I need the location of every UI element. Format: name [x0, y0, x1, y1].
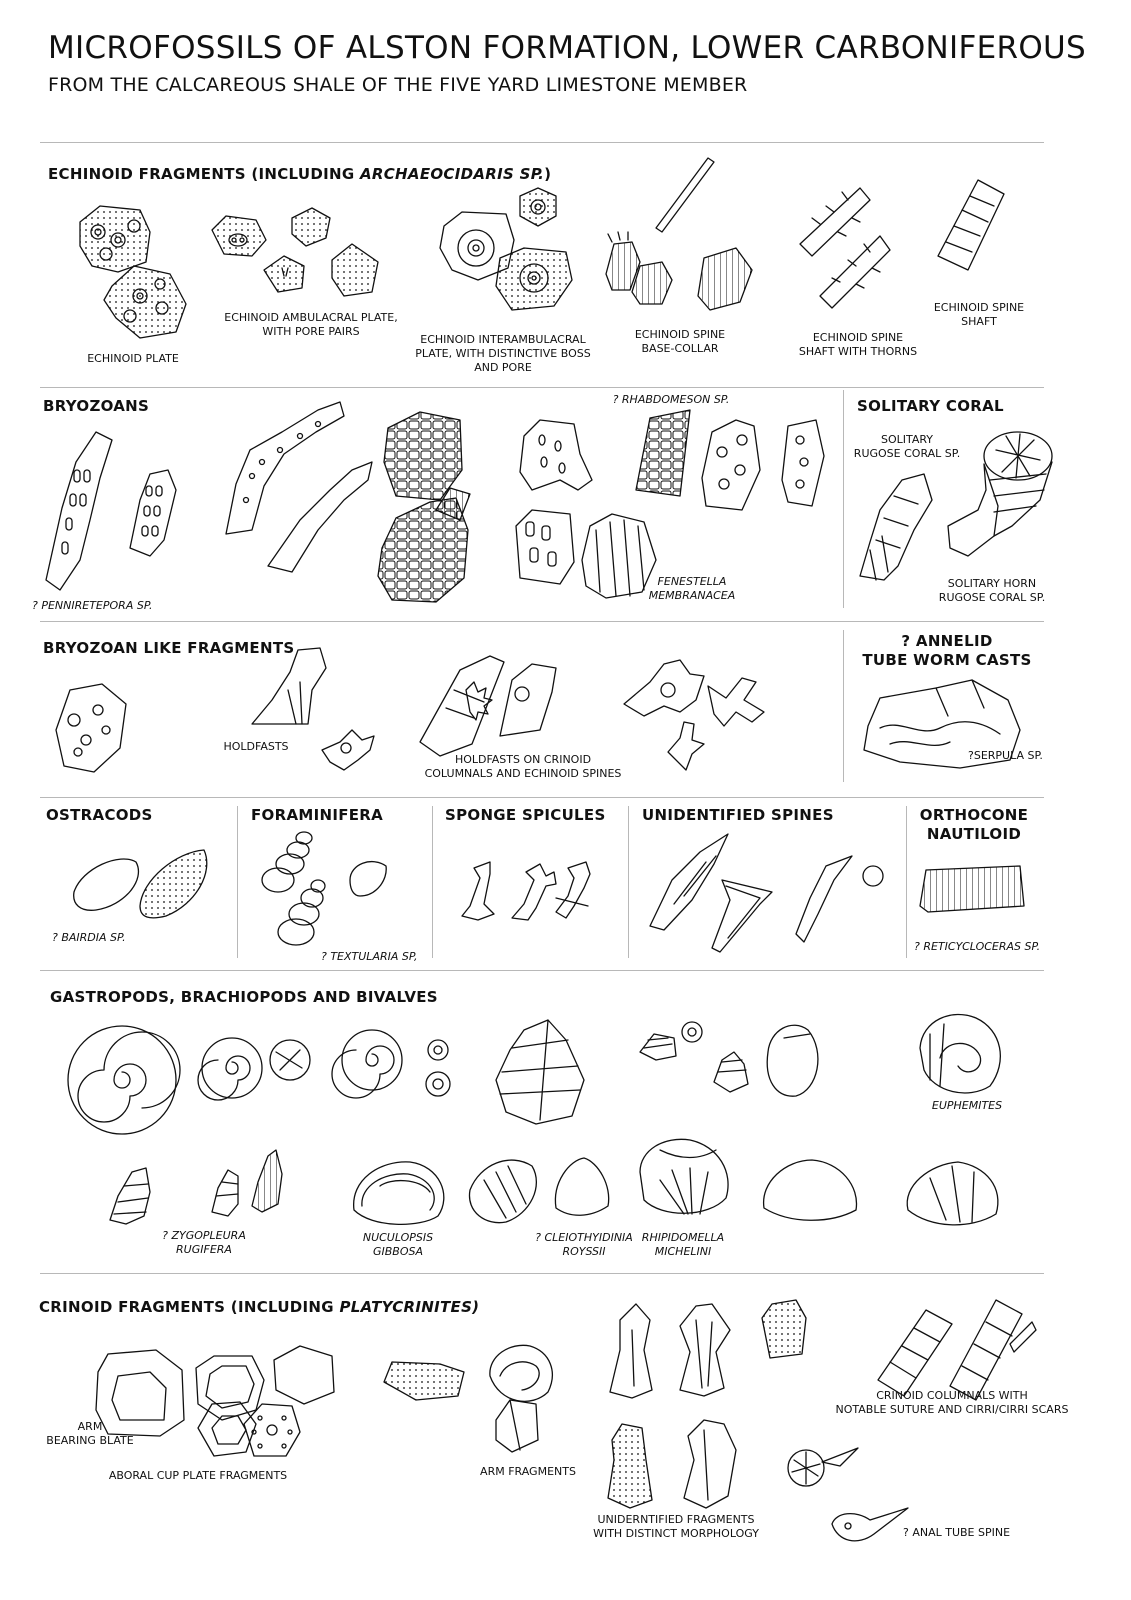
caption-cleiothyridina: ? CLEIOTHYIDINIA ROYSSII — [535, 1231, 633, 1258]
orthocone-nautiloid-drawing — [920, 866, 1024, 912]
section-heading-bryozoans: BRYOZOANS — [43, 397, 150, 415]
gastropod-row-1-drawing — [68, 1020, 584, 1134]
caption-unidentified-fragments: UNIDERNTIFIED FRAGMENTS WITH DISTINCT MORPHOLOGY — [593, 1513, 759, 1540]
echinoid-spine-base-drawing — [606, 158, 752, 310]
reticulate-bryozoan-drawing — [378, 412, 470, 602]
fenestella-drawing — [516, 510, 656, 598]
caption-crinoid-columnals: CRINOID COLUMNALS WITH NOTABLE SUTURE AND CIRRI/CIRRI SCARS — [835, 1389, 1069, 1416]
caption-echinoid-spine-thorns: ECHINOID SPINE SHAFT WITH THORNS — [798, 331, 918, 358]
echinoid-ambulacral-drawing — [212, 208, 378, 296]
caption-bairdia: ? BAIRDIA SP. — [52, 931, 126, 944]
section-heading-ostracods: OSTRACODS — [46, 806, 153, 824]
page-subtitle: FROM THE CALCAREOUS SHALE OF THE FIVE YARD LIMESTONE MEMBER — [48, 74, 748, 96]
holdfasts-on-columnals-drawing — [420, 656, 556, 756]
rhabdomeson-drawing — [520, 410, 824, 510]
solitary-horn-coral-drawing — [948, 432, 1052, 556]
caption-echinoid-interambulacral: ECHINOID INTERAMBULACRAL PLATE, WITH DISTINCTIVE BOSS AND PORE — [415, 333, 591, 374]
column-divider — [843, 630, 844, 782]
crinoid-arm-fragments-drawing — [384, 1345, 552, 1452]
crinoid-anal-tube-spine-drawing — [788, 1448, 908, 1541]
solitary-rugose-coral-drawing — [860, 474, 932, 580]
echinoid-spine-shaft-drawing — [938, 180, 1004, 270]
echinoid-interambulacral-drawing — [440, 188, 572, 310]
section-heading-sponge-spicules: SPONGE SPICULES — [445, 806, 606, 824]
caption-arm-bearing-plate: ARM BEARING BLATE — [46, 1420, 134, 1447]
column-divider — [628, 806, 629, 958]
section-heading-bryozoan-like: BRYOZOAN LIKE FRAGMENTS — [43, 639, 295, 657]
echinoid-plate-drawing — [80, 206, 186, 338]
divider — [40, 797, 1044, 798]
caption-echinoid-spine-base: ECHINOID SPINE BASE-COLLAR — [634, 328, 726, 355]
caption-nuculopsis: NUCULOPSIS GIBBOSA — [362, 1231, 434, 1258]
foraminifera-drawing — [262, 832, 386, 945]
sponge-spicules-drawing — [462, 862, 590, 920]
divider — [40, 621, 1044, 622]
caption-solitary-rugose: SOLITARY RUGOSE CORAL SP. — [853, 433, 961, 460]
section-heading-echinoid: ECHINOID FRAGMENTS (INCLUDING ARCHAEOCIDARIS SP.) — [48, 165, 552, 183]
divider — [40, 1273, 1044, 1274]
gastropod-row-1b-drawing — [640, 1015, 1000, 1097]
section-heading-foraminifera: FORAMINIFERA — [251, 806, 384, 824]
ostracod-drawing — [74, 850, 207, 918]
caption-rhabdomeson: ? RHABDOMESON SP. — [612, 393, 730, 406]
caption-rhipidomella: RHIPIDOMELLA MICHELINI — [641, 1231, 725, 1258]
echinoid-spine-thorns-drawing — [800, 188, 890, 308]
divider — [40, 387, 1044, 388]
caption-holdfasts-crinoid: HOLDFASTS ON CRINOID COLUMNALS AND ECHINOID SPINES — [424, 753, 622, 780]
bryozoan-like-fragment-drawing — [56, 684, 126, 772]
crinoid-columnals-drawing — [878, 1300, 1036, 1400]
divider — [40, 142, 1044, 143]
branching-holdfast-drawing — [624, 660, 764, 770]
section-heading-solitary-coral: SOLITARY CORAL — [857, 397, 1004, 415]
caption-textularia: ? TEXTULARIA SP, — [321, 950, 418, 963]
column-divider — [843, 390, 844, 608]
caption-holdfasts: HOLDFASTS — [223, 740, 289, 753]
section-heading-nautiloid: ORTHOCONE NAUTILOID — [919, 806, 1029, 843]
caption-euphemites: EUPHEMITES — [931, 1099, 1003, 1112]
crinoid-aboral-cup-plates-drawing — [196, 1346, 334, 1456]
unidentified-spines-drawing — [650, 834, 883, 952]
divider — [40, 970, 1044, 971]
page-title: MICROFOSSILS OF ALSTON FORMATION, LOWER CARBONIFEROUS — [48, 30, 1086, 66]
caption-anal-tube-spine: ? ANAL TUBE SPINE — [903, 1526, 1011, 1539]
column-divider — [237, 806, 238, 958]
crinoid-unidentified-fragments-drawing — [608, 1300, 806, 1508]
caption-zygopleura: ? ZYGOPLEURA RUGIFERA — [162, 1229, 246, 1256]
section-heading-unidentified-spines: UNIDENTIFIED SPINES — [642, 806, 834, 824]
section-heading-crinoid: CRINOID FRAGMENTS (INCLUDING PLATYCRINITES) — [39, 1298, 480, 1316]
caption-aboral-cup: ABORAL CUP PLATE FRAGMENTS — [108, 1469, 288, 1482]
penniretepora-drawing — [46, 432, 176, 590]
caption-solitary-horn: SOLITARY HORN RUGOSE CORAL SP. — [938, 577, 1046, 604]
caption-serpula: ?SERPULA SP. — [968, 749, 1043, 762]
caption-reticycloceras: ? RETICYCLOCERAS SP. — [914, 940, 1041, 953]
section-heading-gastropods: GASTROPODS, BRACHIOPODS AND BIVALVES — [50, 988, 438, 1006]
caption-fenestella: FENESTELLA MEMBRANACEA — [648, 575, 736, 602]
caption-echinoid-spine-shaft: ECHINOID SPINE SHAFT — [933, 301, 1025, 328]
brachiopod-bivalve-row-drawing — [110, 1139, 998, 1225]
section-heading-annelid: ? ANNELID TUBE WORM CASTS — [862, 632, 1032, 669]
caption-echinoid-plate: ECHINOID PLATE — [87, 352, 179, 365]
caption-penniretepora: ? PENNIRETEPORA SP. — [32, 599, 153, 612]
caption-arm-fragments: ARM FRAGMENTS — [480, 1465, 576, 1478]
column-divider — [906, 806, 907, 958]
column-divider — [432, 806, 433, 958]
branching-bryozoan-drawing — [226, 402, 372, 572]
caption-echinoid-ambulacral: ECHINOID AMBULACRAL PLATE, WITH PORE PAIRS — [224, 311, 398, 338]
